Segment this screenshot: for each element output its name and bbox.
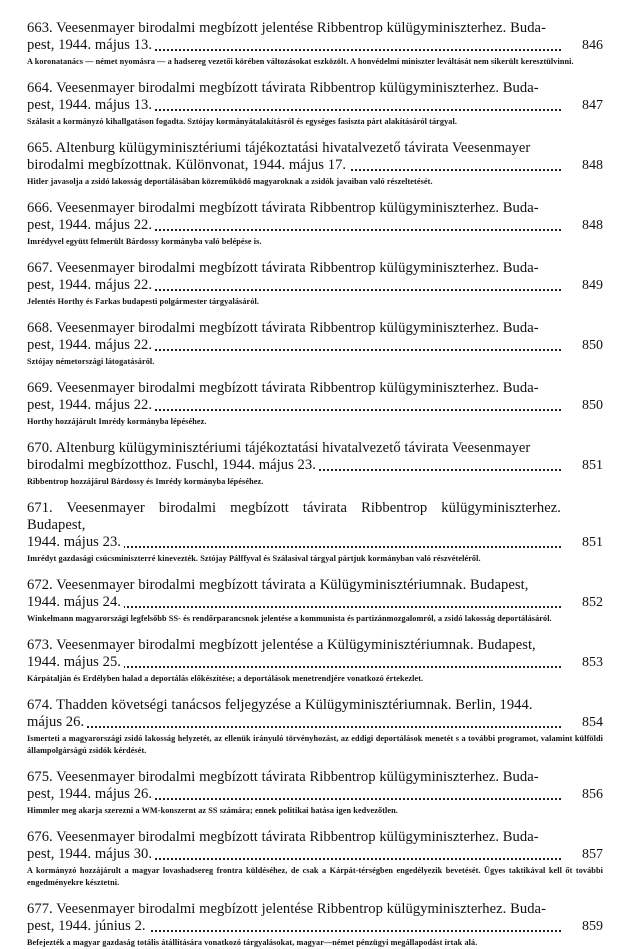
title-line-2: pest, 1944. május 22. xyxy=(27,277,155,293)
entry-summary: Szálasit a kormányzó kihallgatáson fogadta. Sztójay kormányátalakításról és egységes fasiszta párt alakításáról tárgyal. xyxy=(27,117,457,126)
title-line-2: 1944. május 23. xyxy=(27,534,124,550)
page-number: 850 xyxy=(582,398,603,413)
entry-title xyxy=(27,80,603,114)
entry-title xyxy=(27,20,603,54)
entry-summary: A koronatanács — német nyomásra — a hadsereg vezetői körében változásokat eszközölt. A honvédelmi miniszter leváltását nem sikerült keresztülvinni. xyxy=(27,57,574,66)
title-line-1: 672. Veesenmayer birodalmi megbízott távirata a Külügyminisztériumnak. Budapest, xyxy=(27,577,529,593)
page-number: 851 xyxy=(582,535,603,550)
page-number: 852 xyxy=(582,595,603,610)
toc-entry-665 xyxy=(27,140,603,188)
entry-summary: Hitler javasolja a zsidó lakosság deportálásában közreműködő magyaroknak a zsidók javaiban való részeltetését. xyxy=(27,177,433,186)
dot-leader xyxy=(27,726,561,728)
title-line-1: 674. Thadden követségi tanácsos feljegyzése a Külügyminisztériumnak. Berlin, 1944. xyxy=(27,697,533,713)
toc-entry-674 xyxy=(27,697,603,757)
toc-entry-675 xyxy=(27,769,603,817)
toc-entry-666 xyxy=(27,200,603,248)
title-line-2: birodalmi megbízotthoz. Fuschl, 1944. május 23. xyxy=(27,457,319,473)
title-line-2: pest, 1944. május 22. xyxy=(27,217,155,233)
entry-summary: Sztójay németországi látogatásáról. xyxy=(27,357,155,366)
title-line-2: pest, 1944. május 26. xyxy=(27,786,155,802)
title-line-1: 671. Veesenmayer birodalmi megbízott távirata Ribbentrop külügyminiszterhez. Budapest, xyxy=(27,500,561,533)
page-number: 850 xyxy=(582,338,603,353)
title-line-1: 675. Veesenmayer birodalmi megbízott távirata Ribbentrop külügyminiszterhez. Buda- xyxy=(27,769,539,785)
title-line-1: 669. Veesenmayer birodalmi megbízott távirata Ribbentrop külügyminiszterhez. Buda- xyxy=(27,380,539,396)
entry-title xyxy=(27,440,603,474)
title-line-1: 677. Veesenmayer birodalmi megbízott jelentése Ribbentrop külügyminiszterhez. Buda- xyxy=(27,901,546,917)
page-number: 847 xyxy=(582,98,603,113)
page-number: 857 xyxy=(582,847,603,862)
page-number: 854 xyxy=(582,715,603,730)
toc-entry-669 xyxy=(27,380,603,428)
entry-title xyxy=(27,769,603,803)
entry-summary: Winkelmann magyarországi legfelsőbb SS- és rendőrparancsnok jelentése a kommunista és partizánmozgalomról, a zsidó lakosság deportálásáról. xyxy=(27,614,552,623)
entry-title xyxy=(27,901,603,935)
page-number: 856 xyxy=(582,787,603,802)
toc-entry-667 xyxy=(27,260,603,308)
entry-summary: Jelentés Horthy és Farkas budapesti polgármester tárgyalásáról. xyxy=(27,297,259,306)
page-number: 849 xyxy=(582,278,603,293)
page-number: 853 xyxy=(582,655,603,670)
title-line-1: 676. Veesenmayer birodalmi megbízott távirata Ribbentrop külügyminiszterhez. Buda- xyxy=(27,829,539,845)
title-line-2: 1944. május 24. xyxy=(27,594,124,610)
entry-title xyxy=(27,380,603,414)
toc-entry-676 xyxy=(27,829,603,889)
page-number: 848 xyxy=(582,218,603,233)
title-line-1: 664. Veesenmayer birodalmi megbízott távirata Ribbentrop külügyminiszterhez. Buda- xyxy=(27,80,539,96)
entry-title xyxy=(27,260,603,294)
toc-entry-663 xyxy=(27,20,603,68)
entry-title xyxy=(27,829,603,863)
title-line-1: 673. Veesenmayer birodalmi megbízott jelentése a Külügyminisztériumnak. Budapest, xyxy=(27,637,536,653)
entry-summary: Horthy hozzájárult Imrédy kormányba lépéséhez. xyxy=(27,417,207,426)
title-line-2: pest, 1944. május 13. xyxy=(27,97,155,113)
title-line-2: 1944. május 25. xyxy=(27,654,124,670)
page-number: 851 xyxy=(582,458,603,473)
title-line-1: 666. Veesenmayer birodalmi megbízott távirata Ribbentrop külügyminiszterhez. Buda- xyxy=(27,200,539,216)
toc-entry-673 xyxy=(27,637,603,685)
title-line-2: május 26. xyxy=(27,714,87,730)
entry-summary: Befejezték a magyar gazdaság totális átállítására vonatkozó tárgyalásokat, magyar—német pénzügyi megállapodást írtak alá. xyxy=(27,938,478,947)
page-number: 846 xyxy=(582,38,603,53)
toc-entry-672 xyxy=(27,577,603,625)
entry-title xyxy=(27,200,603,234)
title-line-2: pest, 1944. május 22. xyxy=(27,397,155,413)
toc-entry-668 xyxy=(27,320,603,368)
entry-summary: Ismerteti a magyarországi zsidó lakosság helyzetét, az ellenük irányuló törvényhozást, az eddigi deportálások menetét s a további programot, valamint külföldi állampolgárságú zsidók kérdését. xyxy=(27,734,603,755)
title-line-1: 665. Altenburg külügyminisztériumi tájékoztatási hivatalvezető távirata Veesenmayer xyxy=(27,140,531,156)
entry-title xyxy=(27,140,603,174)
entry-summary: Imrédyt gazdasági csúcsminiszterré kinevezték. Sztójay Pálffyval és Szálasival tárgyal pártjuk kormányban való részvételéről. xyxy=(27,554,481,563)
entry-title xyxy=(27,637,603,671)
title-line-1: 668. Veesenmayer birodalmi megbízott távirata Ribbentrop külügyminiszterhez. Buda- xyxy=(27,320,539,336)
title-line-2: pest, 1944. május 13. xyxy=(27,37,155,53)
page-number: 848 xyxy=(582,158,603,173)
title-line-2: pest, 1944. május 30. xyxy=(27,846,155,862)
title-line-1: 667. Veesenmayer birodalmi megbízott távirata Ribbentrop külügyminiszterhez. Buda- xyxy=(27,260,539,276)
entry-summary: Ribbentrop hozzájárul Bárdossy és Imrédy kormányba lépéséhez. xyxy=(27,477,264,486)
entry-title xyxy=(27,577,603,611)
entry-summary: Imrédyvel együtt felmerült Bárdossy kormányba való belépése is. xyxy=(27,237,262,246)
entry-title xyxy=(27,697,603,731)
title-line-1: 670. Altenburg külügyminisztériumi tájékoztatási hivatalvezető távirata Veesenmayer xyxy=(27,440,531,456)
toc-entry-677 xyxy=(27,901,603,949)
page-number: 859 xyxy=(582,919,603,934)
title-line-2: pest, 1944. június 2. xyxy=(27,918,149,934)
entry-title xyxy=(27,500,603,551)
title-line-1: 663. Veesenmayer birodalmi megbízott jelentése Ribbentrop külügyminiszterhez. Buda- xyxy=(27,20,546,36)
entry-summary: Kárpátalján és Erdélyben halad a deportálás előkészítése; a deportálások menetrendjére vonatkozó értekezlet. xyxy=(27,674,424,683)
entry-summary: Himmler meg akarja szerezni a WM-konszernt az SS számára; ennek politikai hatása igen kedvezőtlen. xyxy=(27,806,398,815)
toc-entry-670 xyxy=(27,440,603,488)
toc-entry-664 xyxy=(27,80,603,128)
toc-entry-671 xyxy=(27,500,603,565)
entry-title xyxy=(27,320,603,354)
title-line-2: pest, 1944. május 22. xyxy=(27,337,155,353)
title-line-2: birodalmi megbízottnak. Különvonat, 1944. május 17. xyxy=(27,157,349,173)
entry-summary: A kormányzó hozzájárult a magyar lovashadsereg frontra küldéséhez, de csak a Kárpát-térségben engedélyezik bevetését. Ügyes taktikával kell őt további engedményekre késztetni. xyxy=(27,866,603,887)
